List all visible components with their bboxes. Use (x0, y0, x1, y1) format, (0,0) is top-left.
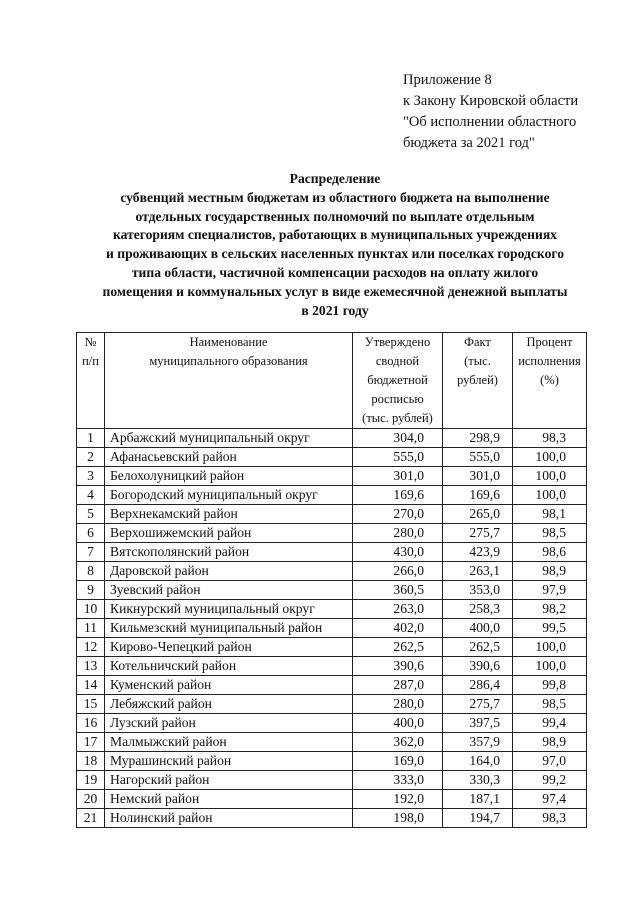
header-percent (513, 333, 587, 429)
table-row (77, 486, 587, 505)
row-number: 8 (77, 562, 105, 581)
fact-amount: 390,6 (443, 657, 513, 676)
table-row (77, 600, 587, 619)
table-row (77, 619, 587, 638)
fact-amount: 263,1 (443, 562, 513, 581)
percent-executed: 99,2 (513, 771, 587, 790)
row-number: 16 (77, 714, 105, 733)
row-number: 19 (77, 771, 105, 790)
row-number: 6 (77, 524, 105, 543)
municipality-name: Лебяжский район (105, 695, 353, 714)
municipality-name: Нолинский район (105, 809, 353, 828)
title-line: и проживающих в сельских населенных пунктах или поселках городского (106, 246, 564, 262)
fact-amount: 275,7 (443, 524, 513, 543)
fact-amount: 194,7 (443, 809, 513, 828)
approved-amount: 280,0 (353, 695, 443, 714)
appendix-note (403, 70, 578, 154)
approved-amount: 287,0 (353, 676, 443, 695)
fact-amount: 400,0 (443, 619, 513, 638)
approved-amount: 169,0 (353, 752, 443, 771)
row-number: 21 (77, 809, 105, 828)
table-row (77, 657, 587, 676)
row-number: 5 (77, 505, 105, 524)
header-text: Наименование (189, 335, 268, 349)
fact-amount: 262,5 (443, 638, 513, 657)
table-row (77, 638, 587, 657)
table-row (77, 676, 587, 695)
approved-amount: 333,0 (353, 771, 443, 790)
title-heading: Распределение (289, 171, 381, 186)
table-body (77, 429, 587, 828)
fact-amount: 275,7 (443, 695, 513, 714)
table-row (77, 733, 587, 752)
municipality-name: Мурашинский район (105, 752, 353, 771)
municipality-name: Верхошижемский район (105, 524, 353, 543)
fact-amount: 258,3 (443, 600, 513, 619)
fact-amount: 265,0 (443, 505, 513, 524)
municipality-name: Нагорский район (105, 771, 353, 790)
percent-executed: 100,0 (513, 657, 587, 676)
header-text: сводной (375, 354, 420, 368)
fact-amount: 301,0 (443, 467, 513, 486)
document-title (60, 170, 610, 320)
approved-amount: 304,0 (353, 429, 443, 448)
fact-amount: 555,0 (443, 448, 513, 467)
row-number: 13 (77, 657, 105, 676)
fact-amount: 423,9 (443, 543, 513, 562)
row-number: 12 (77, 638, 105, 657)
header-text: муниципального образования (149, 354, 308, 368)
percent-executed: 97,0 (513, 752, 587, 771)
approved-amount: 280,0 (353, 524, 443, 543)
fact-amount: 169,6 (443, 486, 513, 505)
row-number: 14 (77, 676, 105, 695)
municipality-name: Кильмезский муниципальный район (105, 619, 353, 638)
header-text: рублей) (457, 373, 498, 387)
table-row (77, 714, 587, 733)
title-line: отдельных государственных полномочий по выплате отдельным (135, 208, 535, 224)
percent-executed: 99,5 (513, 619, 587, 638)
table-row (77, 543, 587, 562)
header-text: (тыс. рублей) (362, 411, 433, 425)
header-text: № (84, 335, 97, 349)
percent-executed: 99,4 (513, 714, 587, 733)
row-number: 9 (77, 581, 105, 600)
row-number: 3 (77, 467, 105, 486)
approved-amount: 192,0 (353, 790, 443, 809)
fact-amount: 330,3 (443, 771, 513, 790)
approved-amount: 169,6 (353, 486, 443, 505)
percent-executed: 97,4 (513, 790, 587, 809)
row-number: 20 (77, 790, 105, 809)
fact-amount: 187,1 (443, 790, 513, 809)
table-row (77, 809, 587, 828)
percent-executed: 97,9 (513, 581, 587, 600)
fact-amount: 397,5 (443, 714, 513, 733)
table-row (77, 562, 587, 581)
approved-amount: 400,0 (353, 714, 443, 733)
table-row (77, 467, 587, 486)
approved-amount: 263,0 (353, 600, 443, 619)
municipality-name: Афанасьевский район (105, 448, 353, 467)
percent-executed: 98,6 (513, 543, 587, 562)
percent-executed: 100,0 (513, 448, 587, 467)
municipality-name: Вятскополянский район (105, 543, 353, 562)
percent-executed: 98,9 (513, 562, 587, 581)
percent-executed: 98,5 (513, 695, 587, 714)
fact-amount: 164,0 (443, 752, 513, 771)
municipality-name: Даровской район (105, 562, 353, 581)
municipality-name: Арбажский муниципальный округ (105, 429, 353, 448)
row-number: 11 (77, 619, 105, 638)
header-text: (тыс. (464, 354, 491, 368)
title-line: типа области, частичной компенсации расходов на оплату жилого (131, 264, 539, 280)
table-row (77, 581, 587, 600)
table-row (77, 771, 587, 790)
percent-executed: 100,0 (513, 467, 587, 486)
approved-amount: 198,0 (353, 809, 443, 828)
row-number: 2 (77, 448, 105, 467)
municipality-name: Кирово-Чепецкий район (105, 638, 353, 657)
row-number: 17 (77, 733, 105, 752)
row-number: 4 (77, 486, 105, 505)
title-line: в 2021 году (301, 302, 369, 318)
municipality-name: Лузский район (105, 714, 353, 733)
approved-amount: 390,6 (353, 657, 443, 676)
title-line: субвенций местным бюджетам из областного бюджета на выполнение (120, 189, 550, 205)
percent-executed: 98,2 (513, 600, 587, 619)
approved-amount: 430,0 (353, 543, 443, 562)
header-text: (%) (540, 373, 559, 387)
percent-executed: 100,0 (513, 486, 587, 505)
percent-executed: 98,9 (513, 733, 587, 752)
municipality-name: Верхнекамский район (105, 505, 353, 524)
header-approved (353, 333, 443, 429)
fact-amount: 298,9 (443, 429, 513, 448)
header-text: п/п (82, 354, 99, 368)
row-number: 1 (77, 429, 105, 448)
table-row (77, 448, 587, 467)
table-row (77, 752, 587, 771)
header-text: Факт (464, 335, 491, 349)
municipality-name: Кикнурский муниципальный округ (105, 600, 353, 619)
row-number: 18 (77, 752, 105, 771)
appendix-line: Приложение 8 (403, 72, 492, 88)
approved-amount: 266,0 (353, 562, 443, 581)
municipality-name: Белохолуницкий район (105, 467, 353, 486)
header-text: росписью (371, 392, 424, 406)
header-text: Процент (526, 335, 573, 349)
table-row (77, 505, 587, 524)
approved-amount: 362,0 (353, 733, 443, 752)
header-num (77, 333, 105, 429)
fact-amount: 353,0 (443, 581, 513, 600)
municipality-name: Малмыжский район (105, 733, 353, 752)
percent-executed: 100,0 (513, 638, 587, 657)
approved-amount: 301,0 (353, 467, 443, 486)
fact-amount: 286,4 (443, 676, 513, 695)
row-number: 10 (77, 600, 105, 619)
title-line: помещения и коммунальных услуг в виде ежемесячной денежной выплаты (102, 283, 568, 299)
percent-executed: 98,3 (513, 429, 587, 448)
table-header-row (77, 333, 587, 429)
header-text: Утверждено (364, 335, 431, 349)
row-number: 7 (77, 543, 105, 562)
table-row (77, 429, 587, 448)
title-line: категориям специалистов, работающих в муниципальных учреждениях (113, 227, 557, 243)
header-text: бюджетной (367, 373, 428, 387)
subvention-table (76, 332, 587, 828)
municipality-name: Зуевский район (105, 581, 353, 600)
municipality-name: Богородский муниципальный округ (105, 486, 353, 505)
municipality-name: Котельничский район (105, 657, 353, 676)
approved-amount: 270,0 (353, 505, 443, 524)
percent-executed: 98,1 (513, 505, 587, 524)
percent-executed: 98,3 (513, 809, 587, 828)
approved-amount: 262,5 (353, 638, 443, 657)
appendix-line: к Закону Кировской области (403, 93, 579, 109)
municipality-name: Немский район (105, 790, 353, 809)
municipality-name: Куменский район (105, 676, 353, 695)
percent-executed: 99,8 (513, 676, 587, 695)
row-number: 15 (77, 695, 105, 714)
table-row (77, 524, 587, 543)
fact-amount: 357,9 (443, 733, 513, 752)
table-row (77, 790, 587, 809)
table-row (77, 695, 587, 714)
header-name (105, 333, 353, 429)
appendix-line: бюджета за 2021 год" (403, 135, 535, 151)
header-fact (443, 333, 513, 429)
header-text: исполнения (518, 354, 581, 368)
approved-amount: 402,0 (353, 619, 443, 638)
approved-amount: 360,5 (353, 581, 443, 600)
appendix-line: "Об исполнении областного (403, 114, 577, 130)
percent-executed: 98,5 (513, 524, 587, 543)
approved-amount: 555,0 (353, 448, 443, 467)
